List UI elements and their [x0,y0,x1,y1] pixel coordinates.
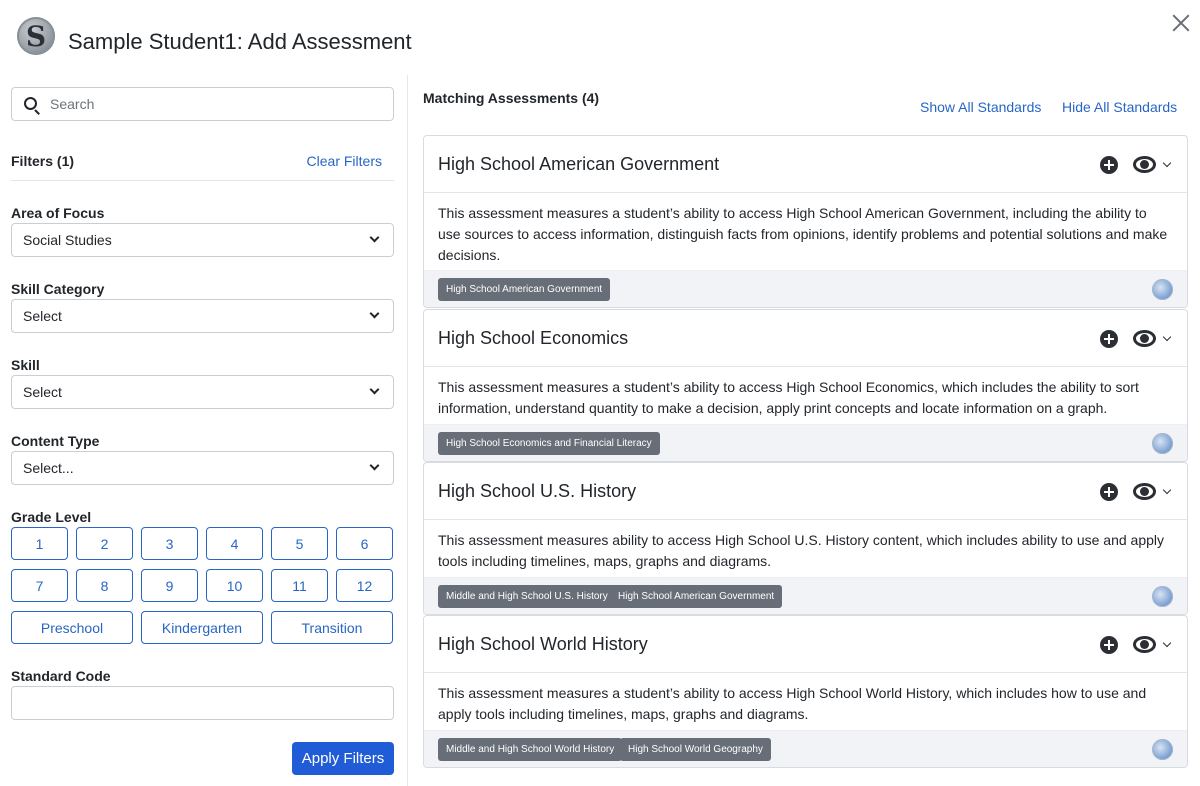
eye-icon[interactable] [1133,482,1156,502]
standard-tag: Middle and High School World History [438,738,622,761]
author-avatar [1152,586,1173,607]
assessment-title: High School World History [438,634,648,654]
author-avatar [1152,433,1173,454]
grade-button-9[interactable]: 9 [141,569,198,602]
show-all-standards-link[interactable]: Show All Standards [920,99,1042,115]
card-header [424,616,1187,673]
grade-button-5[interactable]: 5 [271,527,328,560]
standards-bar [424,577,1187,614]
assessment-card [423,462,1188,615]
skill-label: Skill [11,357,40,373]
standard-tag: Middle and High School U.S. History [438,585,616,608]
filters-title: Filters (1) [11,153,75,169]
avatar-letter: S [25,19,47,53]
standards-bar [424,270,1187,307]
chevron-down-icon [370,309,380,319]
standard-tag: High School American Government [438,278,610,301]
panel-divider [407,75,408,786]
assessment-card [423,135,1188,308]
eye-icon[interactable] [1133,329,1156,349]
chevron-down-icon [370,233,380,243]
content-type-label: Content Type [11,433,100,449]
grade-button-8[interactable]: 8 [76,569,133,602]
add-icon[interactable] [1100,156,1118,174]
author-avatar [1152,279,1173,300]
standards-bar [424,424,1187,461]
chevron-down-icon [370,461,380,471]
skill-category-value: Select [23,308,62,324]
clear-filters-link[interactable]: Clear Filters [306,153,382,169]
hide-all-standards-link[interactable]: Hide All Standards [1062,99,1178,115]
assessment-title: High School U.S. History [438,481,637,501]
grade-button-2[interactable]: 2 [76,527,133,560]
area-of-focus-label: Area of Focus [11,205,105,221]
area-of-focus-value: Social Studies [23,232,112,248]
filters-header [11,152,394,181]
matching-assessments-title: Matching Assessments (4) [423,90,600,106]
chevron-down-icon[interactable] [1163,333,1171,341]
content-type-value: Select... [23,460,74,476]
page-title: Sample Student1: Add Assessment [68,29,412,54]
standard-tag: High School Economics and Financial Literacy [438,432,660,455]
assessment-description: This assessment measures a student’s ability to access High School American Government, including the ability to use sources to access information, distinguish facts from opinions, identify problems and potential solutions and make decisions. [438,205,1168,263]
close-icon[interactable] [1170,12,1192,34]
card-header [424,136,1187,193]
assessment-title: High School Economics [438,328,629,348]
assessment-card [423,615,1188,768]
add-icon[interactable] [1100,483,1118,501]
skill-category-label: Skill Category [11,281,105,297]
grade-button-12[interactable]: 12 [336,569,393,602]
chevron-down-icon [370,385,380,395]
assessment-title: High School American Government [438,154,720,174]
search-icon [24,97,37,110]
student-avatar [17,17,55,55]
standard-tag: High School American Government [610,585,782,608]
chevron-down-icon[interactable] [1163,486,1171,494]
add-icon[interactable] [1100,330,1118,348]
eye-icon[interactable] [1133,635,1156,655]
assessment-description: This assessment measures a student’s ability to access High School World History, which includes how to use and apply tools including timelines, maps, graphs and diagrams. [438,685,1147,722]
standards-bar [424,730,1187,767]
grade-button-7[interactable]: 7 [11,569,68,602]
filter-panel [11,87,394,767]
assessment-description: This assessment measures a student’s ability to access High School Economics, which includes the ability to sort information, understand quantity to make a decision, apply print concepts and locate information on a graph. [438,379,1139,416]
content-type-select[interactable] [11,451,394,485]
grade-button-preschool[interactable]: Preschool [11,611,133,644]
area-of-focus-select[interactable] [11,223,394,257]
search-box [11,87,394,121]
card-header [424,310,1187,367]
grade-level-label: Grade Level [11,509,92,525]
add-icon[interactable] [1100,636,1118,654]
standard-code-input[interactable] [11,686,394,720]
author-avatar [1152,739,1173,760]
assessment-card [423,309,1188,462]
chevron-down-icon[interactable] [1163,639,1171,647]
card-header [424,463,1187,520]
grade-button-transition[interactable]: Transition [271,611,393,644]
grade-button-kindergarten[interactable]: Kindergarten [141,611,263,644]
grade-button-3[interactable]: 3 [141,527,198,560]
grade-button-4[interactable]: 4 [206,527,263,560]
grade-button-11[interactable]: 11 [271,569,328,602]
grade-button-10[interactable]: 10 [206,569,263,602]
grade-button-6[interactable]: 6 [336,527,393,560]
search-input[interactable] [50,88,390,120]
standard-code-label: Standard Code [11,668,111,684]
skill-value: Select [23,384,62,400]
apply-filters-button[interactable]: Apply Filters [292,742,394,775]
skill-category-select[interactable] [11,299,394,333]
skill-select[interactable] [11,375,394,409]
standard-tag: High School World Geography [620,738,771,761]
chevron-down-icon[interactable] [1163,159,1171,167]
assessment-description: This assessment measures ability to access High School U.S. History content, which includes ability to use and apply tools including timelines, maps, graphs and diagrams. [438,532,1165,569]
eye-icon[interactable] [1133,155,1156,175]
grade-button-1[interactable]: 1 [11,527,68,560]
